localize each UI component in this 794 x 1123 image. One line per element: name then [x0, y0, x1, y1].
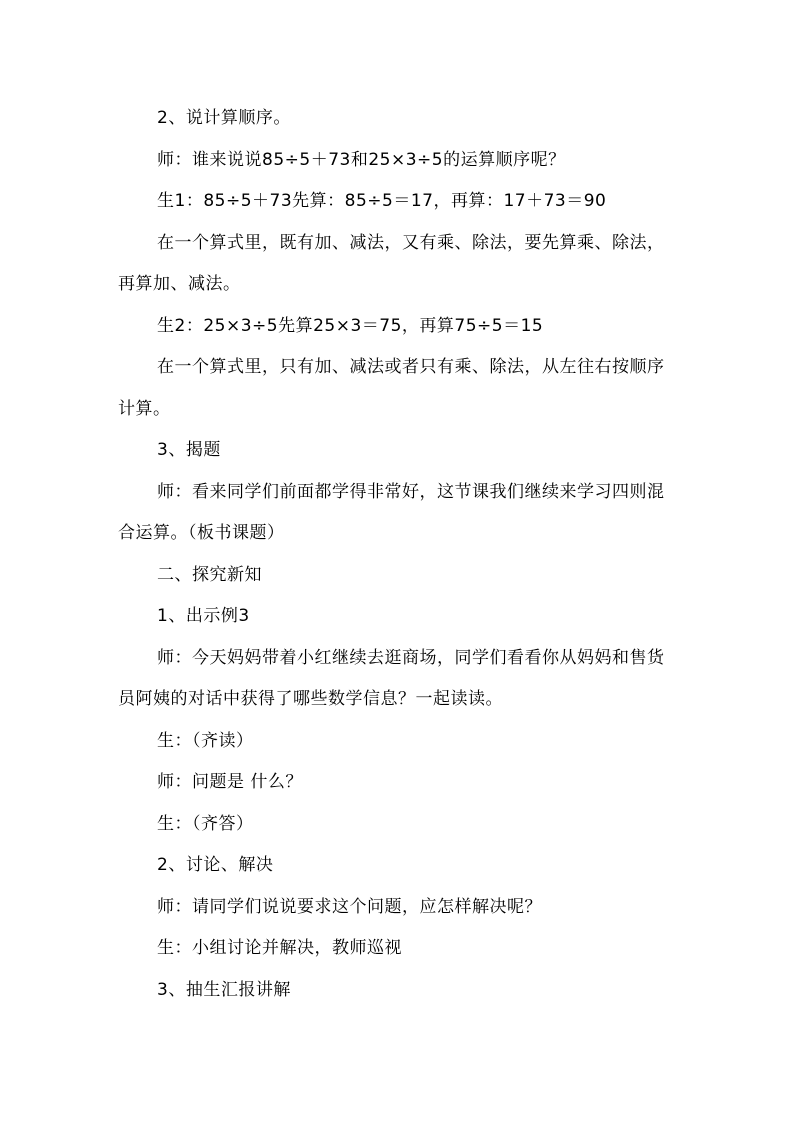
student-line: 生：小组讨论并解决，教师巡视: [157, 938, 402, 958]
teacher-line: 师：问题是 什么？: [157, 772, 303, 792]
rule-paragraph: 在一个算式里，既有加、减法，又有乘、除法，要先算乘、除法，再算加、减法。: [118, 232, 665, 294]
teacher-line: 师：请同学们说说要求这个问题，应怎样解决呢？: [157, 896, 542, 917]
section-heading: 3、抽生汇报讲解: [157, 979, 291, 1000]
rule-paragraph: 在一个算式里，只有加、减法或者只有乘、除法，从左往右按顺序计算。: [118, 357, 665, 419]
student-line: 生：（齐读）: [157, 730, 254, 751]
section-heading: 二、探究新知: [157, 564, 262, 585]
section-heading: 2、讨论、解决: [157, 855, 274, 875]
student-line: 生1：85÷5＋73先算：85÷5＝17，再算：17＋73＝90: [157, 191, 607, 211]
section-heading: 3、揭题: [157, 440, 221, 460]
section-heading: 2、说计算顺序。: [157, 108, 291, 128]
section-heading: 1、出示例3: [157, 606, 250, 626]
teacher-line: 师：看来同学们前面都学得非常好，这节课我们继续来学习四则混合运算。（板书课题）: [118, 481, 665, 543]
document-body: [118, 98, 678, 1011]
student-line: 生2：25×3÷5先算25×3＝75，再算75÷5＝15: [157, 315, 544, 336]
teacher-line: 师：今天妈妈带着小红继续去逛商场，同学们看看你从妈妈和售货员阿姨的对话中获得了哪些数学信息？一起读读。: [118, 647, 665, 709]
teacher-line: 师：谁来说说85÷5＋73和25×3÷5的运算顺序呢？: [157, 149, 566, 170]
student-line: 生：（齐答）: [157, 813, 254, 834]
